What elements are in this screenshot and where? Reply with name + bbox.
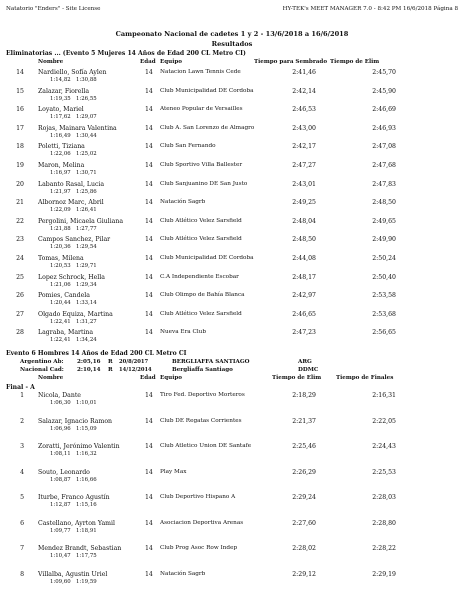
seed-time: 2:26,29 [292,468,316,476]
final-time: 2:46,69 [372,106,396,114]
seed-time: 2:47,23 [292,329,316,337]
seed-time: 2:27,60 [292,519,316,527]
swimmer-name: Nardiello, Sofía Aylen [38,69,107,76]
seed-time: 2:29,12 [292,570,316,578]
seed-time: 2:48,50 [292,236,316,244]
record-time: 2:05,16 [77,359,101,365]
split-time: 1:16,49 [50,132,71,139]
place-cell: 2 [20,417,24,425]
age-cell: 14 [145,87,153,95]
col-age: Edad [140,59,156,65]
record-flag: R [108,367,113,373]
col-name: Nombre [38,59,64,65]
swimmer-name: Loyato, Mariel [38,106,84,114]
age-cell: 14 [145,519,153,527]
seed-time: 2:42,97 [292,292,316,300]
result-row [0,125,464,141]
final-time: 2:47,08 [372,143,396,151]
seed-time: 2:29,24 [292,494,316,501]
split-time: 1:15,16 [76,502,97,508]
split-time: 1:29,34 [76,281,97,288]
final-time: 2:53,58 [372,292,396,300]
seed-time: 2:43,01 [292,180,316,188]
age-cell: 14 [145,545,153,552]
place-cell: 4 [20,468,24,476]
split-time: 1:10,47 [50,553,71,559]
age-cell: 14 [145,162,153,169]
swimmer-name: Tomas, Milena [38,255,84,262]
final-time: 2:24,43 [372,443,396,450]
event6-column-header [0,375,464,383]
team-name: Tiro Fed. Deportivo Morteros [160,392,245,398]
place-cell: 17 [16,124,24,132]
swimmer-name: Campos Sanchez, Pilar [38,236,111,244]
final-time: 2:45,70 [372,69,396,76]
split-time: 1:29,07 [76,114,97,121]
swimmer-name: Lagraba, Martina [38,329,94,337]
place-cell: 6 [20,519,24,527]
team-name: Club Sanjuanino DE San Justo [160,180,248,187]
team-name: Asociacion Deportiva Arenas [160,519,244,526]
split-time: 1:29,54 [76,244,97,251]
split-time: 1:34,24 [76,337,97,344]
result-row [0,143,464,159]
final-a-label: Final - A [6,384,35,391]
place-cell: 3 [20,443,24,450]
seed-time: 2:21,37 [292,417,316,425]
result-row [0,274,464,290]
swimmer-name: Villalba, Agustin Uriel [38,570,108,578]
age-cell: 14 [145,443,153,450]
place-cell: 14 [16,69,24,76]
record-holder: BERGLIAFFA SANTIAGO [172,359,250,365]
split-time: 1:20,53 [50,263,71,269]
place-cell: 28 [16,329,24,337]
age-cell: 14 [145,329,153,337]
swimmer-name: Maron, Melina [38,162,85,169]
record-team: DDMC [298,367,319,373]
split-time: 1:30,71 [76,170,97,176]
seed-time: 2:41,46 [292,69,316,76]
swimmer-name: Nicola, Dante [38,392,81,399]
final-time: 2:29,19 [372,570,396,578]
final-time: 2:16,31 [372,392,396,399]
place-cell: 16 [16,106,24,114]
result-row [0,218,464,234]
final-time: 2:28,22 [372,545,396,552]
col-final: Tiempo de Finales [336,375,394,381]
split-time: 1:10,01 [76,400,97,406]
seed-time: 2:44,08 [292,255,316,262]
swimmer-name: Rojas, Mainara Valentina [38,124,117,132]
place-cell: 27 [16,310,24,318]
final-time: 2:50,24 [372,255,396,262]
record-time: 2:10,14 [77,367,101,373]
result-row [0,545,464,561]
team-name: Club Atletico Union DE Santafe [160,443,252,449]
seed-time: 2:42,17 [292,143,316,151]
team-name: Club A. San Lorenzo de Almagro [160,124,255,131]
result-row [0,106,464,122]
split-time: 1:30,44 [76,132,97,139]
record-flag: R [108,359,113,365]
result-row [0,255,464,271]
team-name: Club DE Regatas Corrientes [160,417,242,424]
meet-manager-header: HY-TEK's MEET MANAGER 7.0 - 8:42 PM 16/6/2018 Página 8 [282,6,458,12]
split-time: 1:19,35 [50,95,71,102]
team-name: Club Municipalidad DE Cordoba [160,87,254,94]
result-row [0,571,464,587]
age-cell: 14 [145,69,153,76]
age-cell: 14 [145,106,153,114]
final-time: 2:28,80 [372,519,396,527]
swimmer-name: Olgado Equiza, Martina [38,310,113,318]
team-name: Club Atlético Velez Sarsfield [160,217,242,224]
age-cell: 14 [145,255,153,262]
split-time: 1:21,06 [50,281,71,288]
age-cell: 14 [145,292,153,300]
record-label: Nacional Cad: [20,367,64,373]
record-date: 20/8/2017 [119,359,149,365]
team-name: Club Olimpo de Bahía Blanca [160,292,245,299]
final-time: 2:47,83 [372,180,396,188]
record-row [0,359,464,367]
event5-column-header [0,59,464,67]
swimmer-name: Iturbe, Franco Agustín [38,494,110,501]
final-time: 2:53,68 [372,310,396,318]
split-time: 1:16,97 [50,170,71,176]
team-name: Ateneo Popular de Versailles [160,106,243,113]
event6-heading: Evento 6 Hombres 14 Años de Edad 200 CL Metro CI [6,350,187,357]
seed-time: 2:48,04 [292,217,316,225]
seed-time: 2:46,65 [292,310,316,318]
result-row [0,199,464,215]
final-time: 2:50,40 [372,273,396,281]
col-final: Tiempo de Elim [330,59,380,65]
seed-time: 2:47,27 [292,162,316,169]
split-time: 1:25,86 [76,188,97,195]
final-time: 2:49,65 [372,217,396,225]
team-name: Club Atlético Velez Sarsfield [160,236,242,243]
split-time: 1:08,87 [50,476,71,483]
result-row [0,469,464,485]
place-cell: 5 [20,494,24,501]
final-time: 2:49,90 [372,236,396,244]
swimmer-name: Zoratti, Jerónimo Valentin [38,443,120,450]
split-time: 1:20,36 [50,244,71,251]
swimmer-name: Pomies, Candela [38,292,90,300]
results-title: Resultados [211,40,253,48]
final-time: 2:22,05 [372,417,396,425]
team-name: Natación Sagrb [160,199,206,206]
place-cell: 24 [16,255,24,262]
final-time: 2:25,53 [372,468,396,476]
split-time: 1:18,91 [76,527,97,534]
split-time: 1:26,55 [76,95,97,102]
split-time: 1:21,97 [50,188,71,195]
split-time: 1:30,88 [76,77,97,83]
split-time: 1:22,41 [50,318,71,325]
age-cell: 14 [145,494,153,501]
place-cell: 21 [16,199,24,207]
team-name: Club Atlético Velez Sarsfield [160,310,242,317]
place-cell: 23 [16,236,24,244]
split-time: 1:16,32 [76,451,97,457]
col-age: Edad [140,375,156,381]
split-time: 1:27,77 [76,225,97,232]
split-time: 1:12,87 [50,502,71,508]
place-cell: 25 [16,273,24,281]
split-time: 1:09,60 [50,578,71,585]
swimmer-name: Mendez Brandt, Sebastian [38,545,122,552]
split-time: 1:19,59 [76,578,97,585]
team-name: C.A Independiente Escobar [160,273,239,280]
final-time: 2:28,03 [372,494,396,501]
team-name: Nueva Era Club [160,329,206,336]
age-cell: 14 [145,143,153,151]
split-time: 1:25,02 [76,151,97,158]
place-cell: 15 [16,87,24,95]
result-row [0,236,464,252]
record-date: 14/12/2014 [119,367,152,373]
swimmer-name: Labanto Rasal, Lucia [38,180,105,188]
result-row [0,162,464,178]
seed-time: 2:49,25 [292,199,316,207]
age-cell: 14 [145,570,153,578]
col-name: Nombre [38,375,64,381]
team-name: Club Prog Asoc Row Indep [160,545,238,551]
place-cell: 20 [16,180,24,188]
result-row [0,392,464,408]
swimmer-name: Poletti, Tiziana [38,143,85,151]
team-name: Natacion Lawn Tennis Cede [160,69,241,75]
age-cell: 14 [145,217,153,225]
result-row [0,311,464,327]
split-time: 1:22,09 [50,207,71,214]
split-time: 1:06,96 [50,425,71,432]
split-time: 1:09,77 [50,527,71,534]
meet-title: Campeonato Nacional de cadetes 1 y 2 - 13/6/2018 a 16/6/2018 [115,30,349,38]
split-time: 1:17,62 [50,114,71,121]
seed-time: 2:46,53 [292,106,316,114]
final-time: 2:48,50 [372,199,396,207]
seed-time: 2:18,29 [292,392,316,399]
split-time: 1:08,11 [50,451,71,457]
site-license-header: Natatorio "Enders" - Site License [6,6,101,12]
age-cell: 14 [145,417,153,425]
split-time: 1:17,75 [76,553,97,559]
seed-time: 2:25,46 [292,443,316,450]
team-name: Natación Sagrb [160,570,206,577]
col-team: Equipo [160,59,183,65]
result-row [0,443,464,459]
age-cell: 14 [145,236,153,244]
swimmer-name: Lopez Schrock, Hella [38,273,105,281]
team-name: Play Max [160,468,187,475]
team-name: Club Municipalidad DE Cordoba [160,255,254,261]
result-row [0,292,464,308]
record-team: ARG [298,359,312,365]
place-cell: 22 [16,217,24,225]
age-cell: 14 [145,468,153,476]
seed-time: 2:43,00 [292,124,316,132]
split-time: 1:33,14 [76,300,97,307]
result-row [0,520,464,536]
age-cell: 14 [145,273,153,281]
swimmer-name: Souto, Leonardo [38,468,90,476]
split-time: 1:31,27 [76,318,97,325]
col-seed: Tiempo de Elim [272,375,322,381]
seed-time: 2:28,02 [292,545,316,552]
result-row [0,181,464,197]
split-time: 1:21,88 [50,225,71,232]
split-time: 1:26,41 [76,207,97,214]
col-seed: Tiempo para Sembrado [254,59,328,65]
event5-heading: Eliminatorias ... (Evento 5 Mujeres 14 Años de Edad 200 CL Metro CI) [6,50,246,57]
age-cell: 14 [145,310,153,318]
result-row [0,494,464,510]
swimmer-name: Albornoz Marc, Abril [38,199,104,207]
split-time: 1:16,66 [76,476,97,483]
split-time: 1:22,06 [50,151,71,158]
split-time: 1:15,09 [76,425,97,432]
age-cell: 14 [145,199,153,207]
age-cell: 14 [145,124,153,132]
swimmer-name: Pergolini, Micaela Giuliana [38,217,124,225]
result-row [0,88,464,104]
team-name: Club San Fernando [160,143,216,150]
place-cell: 7 [20,545,24,552]
place-cell: 18 [16,143,24,151]
final-time: 2:56,65 [372,329,396,337]
result-row [0,418,464,434]
place-cell: 26 [16,292,24,300]
place-cell: 8 [20,570,24,578]
record-row [0,367,464,375]
final-time: 2:45,90 [372,87,396,95]
col-team: Equipo [160,375,183,381]
age-cell: 14 [145,180,153,188]
swimmer-name: Castellano, Ayrton Yamil [38,519,115,527]
split-time: 1:20,44 [50,300,71,307]
age-cell: 14 [145,392,153,399]
split-time: 1:14,82 [50,77,71,83]
record-label: Argentino Ab: [20,359,64,365]
split-time: 1:29,71 [76,263,97,269]
split-time: 1:22,41 [50,337,71,344]
result-row [0,69,464,85]
split-time: 1:06,30 [50,400,71,406]
swimmer-name: Salazar, Ignacio Ramon [38,417,113,425]
result-row [0,329,464,345]
place-cell: 1 [20,392,24,399]
swimmer-name: Zalazar, Fiorella [38,87,90,95]
final-time: 2:47,68 [372,162,396,169]
team-name: Club Sportivo Villa Ballester [160,162,243,168]
record-holder: Bergliaffa Santiago [172,367,233,373]
final-time: 2:46,93 [372,124,396,132]
team-name: Club Deportivo Hispano A [160,494,236,500]
place-cell: 19 [16,162,24,169]
seed-time: 2:42,14 [292,87,316,95]
seed-time: 2:48,17 [292,273,316,281]
